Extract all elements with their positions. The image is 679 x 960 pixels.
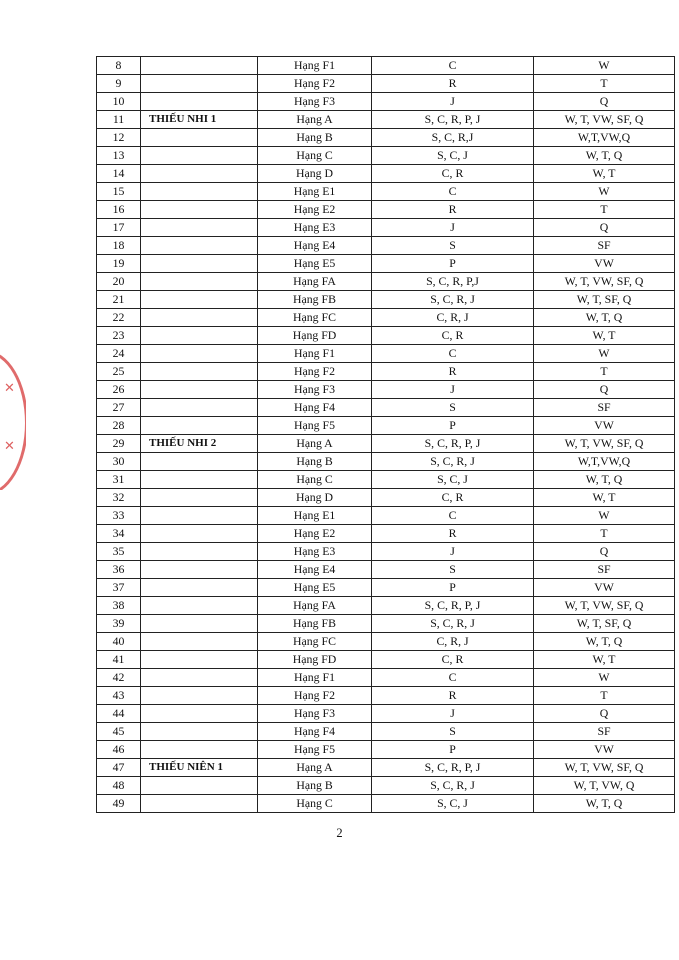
row-number-cell: 21 [97,291,141,309]
row-number-cell: 36 [97,561,141,579]
standard-dances-cell: R [372,525,534,543]
standard-dances-cell: C [372,183,534,201]
age-group-cell [141,579,258,597]
row-number-cell: 14 [97,165,141,183]
row-number-cell: 30 [97,453,141,471]
table-row [97,129,675,147]
latin-dances-cell: T [534,201,675,219]
standard-dances-cell: S, C, R, J [372,615,534,633]
latin-dances-cell: W, T, VW, SF, Q [534,759,675,777]
standard-dances-cell: C, R, J [372,309,534,327]
rank-cell: Hạng F1 [258,669,372,687]
table-row [97,543,675,561]
rank-cell: Hạng E3 [258,543,372,561]
rank-cell: Hạng F3 [258,93,372,111]
row-number-cell: 25 [97,363,141,381]
rank-cell: Hạng F3 [258,705,372,723]
age-group-cell: THIẾU NHI 2 [141,435,258,453]
row-number-cell: 45 [97,723,141,741]
rank-cell: Hạng D [258,489,372,507]
latin-dances-cell: W, T, Q [534,309,675,327]
standard-dances-cell: R [372,75,534,93]
age-group-cell [141,273,258,291]
table-row [97,75,675,93]
standard-dances-cell: S, C, R, J [372,453,534,471]
age-group-cell [141,93,258,111]
row-number-cell: 18 [97,237,141,255]
dance-categories-table [96,56,675,813]
standard-dances-cell: J [372,543,534,561]
standard-dances-cell: S, C, R, J [372,777,534,795]
standard-dances-cell: J [372,705,534,723]
rank-cell: Hạng F2 [258,75,372,93]
latin-dances-cell: SF [534,237,675,255]
age-group-cell [141,705,258,723]
table-row [97,237,675,255]
age-group-cell [141,669,258,687]
table-row [97,435,675,453]
row-number-cell: 32 [97,489,141,507]
rank-cell: Hạng E5 [258,255,372,273]
rank-cell: Hạng C [258,147,372,165]
latin-dances-cell: W, T, SF, Q [534,291,675,309]
age-group-cell [141,687,258,705]
latin-dances-cell: W,T,VW,Q [534,129,675,147]
standard-dances-cell: S, C, R,J [372,129,534,147]
row-number-cell: 35 [97,543,141,561]
standard-dances-cell: S, C, R, P,J [372,273,534,291]
table-row [97,687,675,705]
standard-dances-cell: S, C, R, P, J [372,597,534,615]
row-number-cell: 27 [97,399,141,417]
table-row [97,165,675,183]
age-group-cell [141,237,258,255]
row-number-cell: 20 [97,273,141,291]
standard-dances-cell: S, C, R, P, J [372,111,534,129]
standard-dances-cell: P [372,741,534,759]
standard-dances-cell: S, C, R, J [372,291,534,309]
rank-cell: Hạng E1 [258,183,372,201]
standard-dances-cell: S [372,723,534,741]
age-group-cell [141,309,258,327]
age-group-cell [141,741,258,759]
row-number-cell: 26 [97,381,141,399]
age-group-cell [141,399,258,417]
table-row [97,111,675,129]
row-number-cell: 41 [97,651,141,669]
row-number-cell: 34 [97,525,141,543]
row-number-cell: 15 [97,183,141,201]
standard-dances-cell: P [372,417,534,435]
age-group-cell [141,525,258,543]
standard-dances-cell: S, C, R, P, J [372,435,534,453]
age-group-cell [141,255,258,273]
row-number-cell: 43 [97,687,141,705]
standard-dances-cell: C [372,345,534,363]
age-group-cell [141,327,258,345]
age-group-cell [141,165,258,183]
latin-dances-cell: W [534,183,675,201]
age-group-cell [141,723,258,741]
row-number-cell: 38 [97,597,141,615]
rank-cell: Hạng F5 [258,741,372,759]
standard-dances-cell: R [372,201,534,219]
rank-cell: Hạng FD [258,327,372,345]
latin-dances-cell: W, T, Q [534,633,675,651]
row-number-cell: 39 [97,615,141,633]
row-number-cell: 22 [97,309,141,327]
age-group-cell [141,183,258,201]
age-group-cell [141,651,258,669]
table-row [97,795,675,813]
rank-cell: Hạng E1 [258,507,372,525]
standard-dances-cell: S, C, R, P, J [372,759,534,777]
age-group-cell [141,291,258,309]
rank-cell: Hạng FC [258,633,372,651]
row-number-cell: 42 [97,669,141,687]
table-row [97,219,675,237]
standard-dances-cell: R [372,687,534,705]
latin-dances-cell: VW [534,579,675,597]
latin-dances-cell: VW [534,417,675,435]
latin-dances-cell: SF [534,399,675,417]
standard-dances-cell: C, R, J [372,633,534,651]
row-number-cell: 40 [97,633,141,651]
rank-cell: Hạng E4 [258,561,372,579]
latin-dances-cell: W [534,669,675,687]
table-row [97,525,675,543]
rank-cell: Hạng FB [258,291,372,309]
table-row [97,615,675,633]
row-number-cell: 47 [97,759,141,777]
rank-cell: Hạng E3 [258,219,372,237]
rank-cell: Hạng F1 [258,345,372,363]
table-body [97,57,675,813]
age-group-cell [141,219,258,237]
table-row [97,417,675,435]
rank-cell: Hạng A [258,435,372,453]
rank-cell: Hạng B [258,453,372,471]
row-number-cell: 13 [97,147,141,165]
table-row [97,471,675,489]
standard-dances-cell: P [372,579,534,597]
table-row [97,489,675,507]
rank-cell: Hạng A [258,759,372,777]
latin-dances-cell: Q [534,543,675,561]
red-stamp-mark: ✕ ✕ [0,350,26,490]
row-number-cell: 23 [97,327,141,345]
row-number-cell: 44 [97,705,141,723]
table-row [97,327,675,345]
latin-dances-cell: W,T,VW,Q [534,453,675,471]
table-row [97,291,675,309]
table-row [97,561,675,579]
age-group-cell [141,201,258,219]
rank-cell: Hạng FA [258,597,372,615]
age-group-cell [141,489,258,507]
latin-dances-cell: W, T, VW, SF, Q [534,597,675,615]
table-row [97,201,675,219]
latin-dances-cell: W, T, VW, SF, Q [534,111,675,129]
row-number-cell: 9 [97,75,141,93]
rank-cell: Hạng C [258,795,372,813]
latin-dances-cell: Q [534,93,675,111]
table-row [97,381,675,399]
table-row [97,705,675,723]
age-group-cell [141,57,258,75]
latin-dances-cell: W, T, SF, Q [534,615,675,633]
rank-cell: Hạng F4 [258,399,372,417]
table-row [97,507,675,525]
age-group-cell [141,129,258,147]
table-row [97,255,675,273]
table-row [97,309,675,327]
standard-dances-cell: J [372,381,534,399]
row-number-cell: 17 [97,219,141,237]
row-number-cell: 46 [97,741,141,759]
rank-cell: Hạng E4 [258,237,372,255]
rank-cell: Hạng F4 [258,723,372,741]
table-row [97,741,675,759]
latin-dances-cell: Q [534,705,675,723]
row-number-cell: 49 [97,795,141,813]
age-group-cell [141,777,258,795]
latin-dances-cell: W, T, Q [534,795,675,813]
latin-dances-cell: VW [534,741,675,759]
standard-dances-cell: S [372,237,534,255]
table-row [97,363,675,381]
age-group-cell [141,633,258,651]
row-number-cell: 12 [97,129,141,147]
latin-dances-cell: W, T, Q [534,147,675,165]
latin-dances-cell: T [534,75,675,93]
standard-dances-cell: S [372,561,534,579]
age-group-cell: THIẾU NIÊN 1 [141,759,258,777]
standard-dances-cell: J [372,93,534,111]
age-group-cell [141,381,258,399]
latin-dances-cell: W, T, VW, SF, Q [534,273,675,291]
table-row [97,579,675,597]
row-number-cell: 29 [97,435,141,453]
rank-cell: Hạng FB [258,615,372,633]
row-number-cell: 16 [97,201,141,219]
table-row [97,345,675,363]
table-row [97,759,675,777]
rank-cell: Hạng FD [258,651,372,669]
age-group-cell [141,597,258,615]
table-row [97,633,675,651]
age-group-cell: THIẾU NHI 1 [141,111,258,129]
row-number-cell: 37 [97,579,141,597]
age-group-cell [141,795,258,813]
standard-dances-cell: P [372,255,534,273]
age-group-cell [141,147,258,165]
row-number-cell: 48 [97,777,141,795]
rank-cell: Hạng D [258,165,372,183]
latin-dances-cell: VW [534,255,675,273]
latin-dances-cell: SF [534,561,675,579]
standard-dances-cell: S [372,399,534,417]
row-number-cell: 33 [97,507,141,525]
row-number-cell: 24 [97,345,141,363]
latin-dances-cell: W, T [534,651,675,669]
latin-dances-cell: T [534,525,675,543]
latin-dances-cell: W [534,345,675,363]
row-number-cell: 19 [97,255,141,273]
standard-dances-cell: C [372,669,534,687]
rank-cell: Hạng FA [258,273,372,291]
table-row [97,597,675,615]
standard-dances-cell: S, C, J [372,471,534,489]
latin-dances-cell: T [534,687,675,705]
rank-cell: Hạng E2 [258,525,372,543]
rank-cell: Hạng F5 [258,417,372,435]
age-group-cell [141,615,258,633]
rank-cell: Hạng FC [258,309,372,327]
row-number-cell: 8 [97,57,141,75]
latin-dances-cell: W [534,57,675,75]
standard-dances-cell: C [372,507,534,525]
table-row [97,399,675,417]
standard-dances-cell: S, C, J [372,147,534,165]
rank-cell: Hạng F1 [258,57,372,75]
table-row [97,93,675,111]
row-number-cell: 31 [97,471,141,489]
rank-cell: Hạng E2 [258,201,372,219]
age-group-cell [141,453,258,471]
rank-cell: Hạng B [258,777,372,795]
standard-dances-cell: R [372,363,534,381]
standard-dances-cell: C, R [372,165,534,183]
rank-cell: Hạng B [258,129,372,147]
latin-dances-cell: T [534,363,675,381]
latin-dances-cell: W, T, VW, Q [534,777,675,795]
age-group-cell [141,363,258,381]
table-row [97,723,675,741]
latin-dances-cell: Q [534,219,675,237]
age-group-cell [141,417,258,435]
table-row [97,453,675,471]
rank-cell: Hạng E5 [258,579,372,597]
standard-dances-cell: C, R [372,489,534,507]
table-row [97,777,675,795]
table-row [97,273,675,291]
standard-dances-cell: J [372,219,534,237]
standard-dances-cell: C, R [372,651,534,669]
rank-cell: Hạng F2 [258,363,372,381]
table-row [97,147,675,165]
page-number: 2 [336,826,343,840]
latin-dances-cell: W, T [534,489,675,507]
table-row [97,57,675,75]
latin-dances-cell: W, T, Q [534,471,675,489]
standard-dances-cell: C, R [372,327,534,345]
latin-dances-cell: W, T [534,165,675,183]
latin-dances-cell: SF [534,723,675,741]
age-group-cell [141,471,258,489]
rank-cell: Hạng C [258,471,372,489]
age-group-cell [141,345,258,363]
latin-dances-cell: W [534,507,675,525]
row-number-cell: 10 [97,93,141,111]
table-row [97,651,675,669]
age-group-cell [141,75,258,93]
age-group-cell [141,561,258,579]
row-number-cell: 28 [97,417,141,435]
standard-dances-cell: S, C, J [372,795,534,813]
rank-cell: Hạng A [258,111,372,129]
latin-dances-cell: Q [534,381,675,399]
age-group-cell [141,543,258,561]
table-row [97,183,675,201]
age-group-cell [141,507,258,525]
latin-dances-cell: W, T [534,327,675,345]
latin-dances-cell: W, T, VW, SF, Q [534,435,675,453]
rank-cell: Hạng F2 [258,687,372,705]
row-number-cell: 11 [97,111,141,129]
standard-dances-cell: C [372,57,534,75]
rank-cell: Hạng F3 [258,381,372,399]
table-row [97,669,675,687]
